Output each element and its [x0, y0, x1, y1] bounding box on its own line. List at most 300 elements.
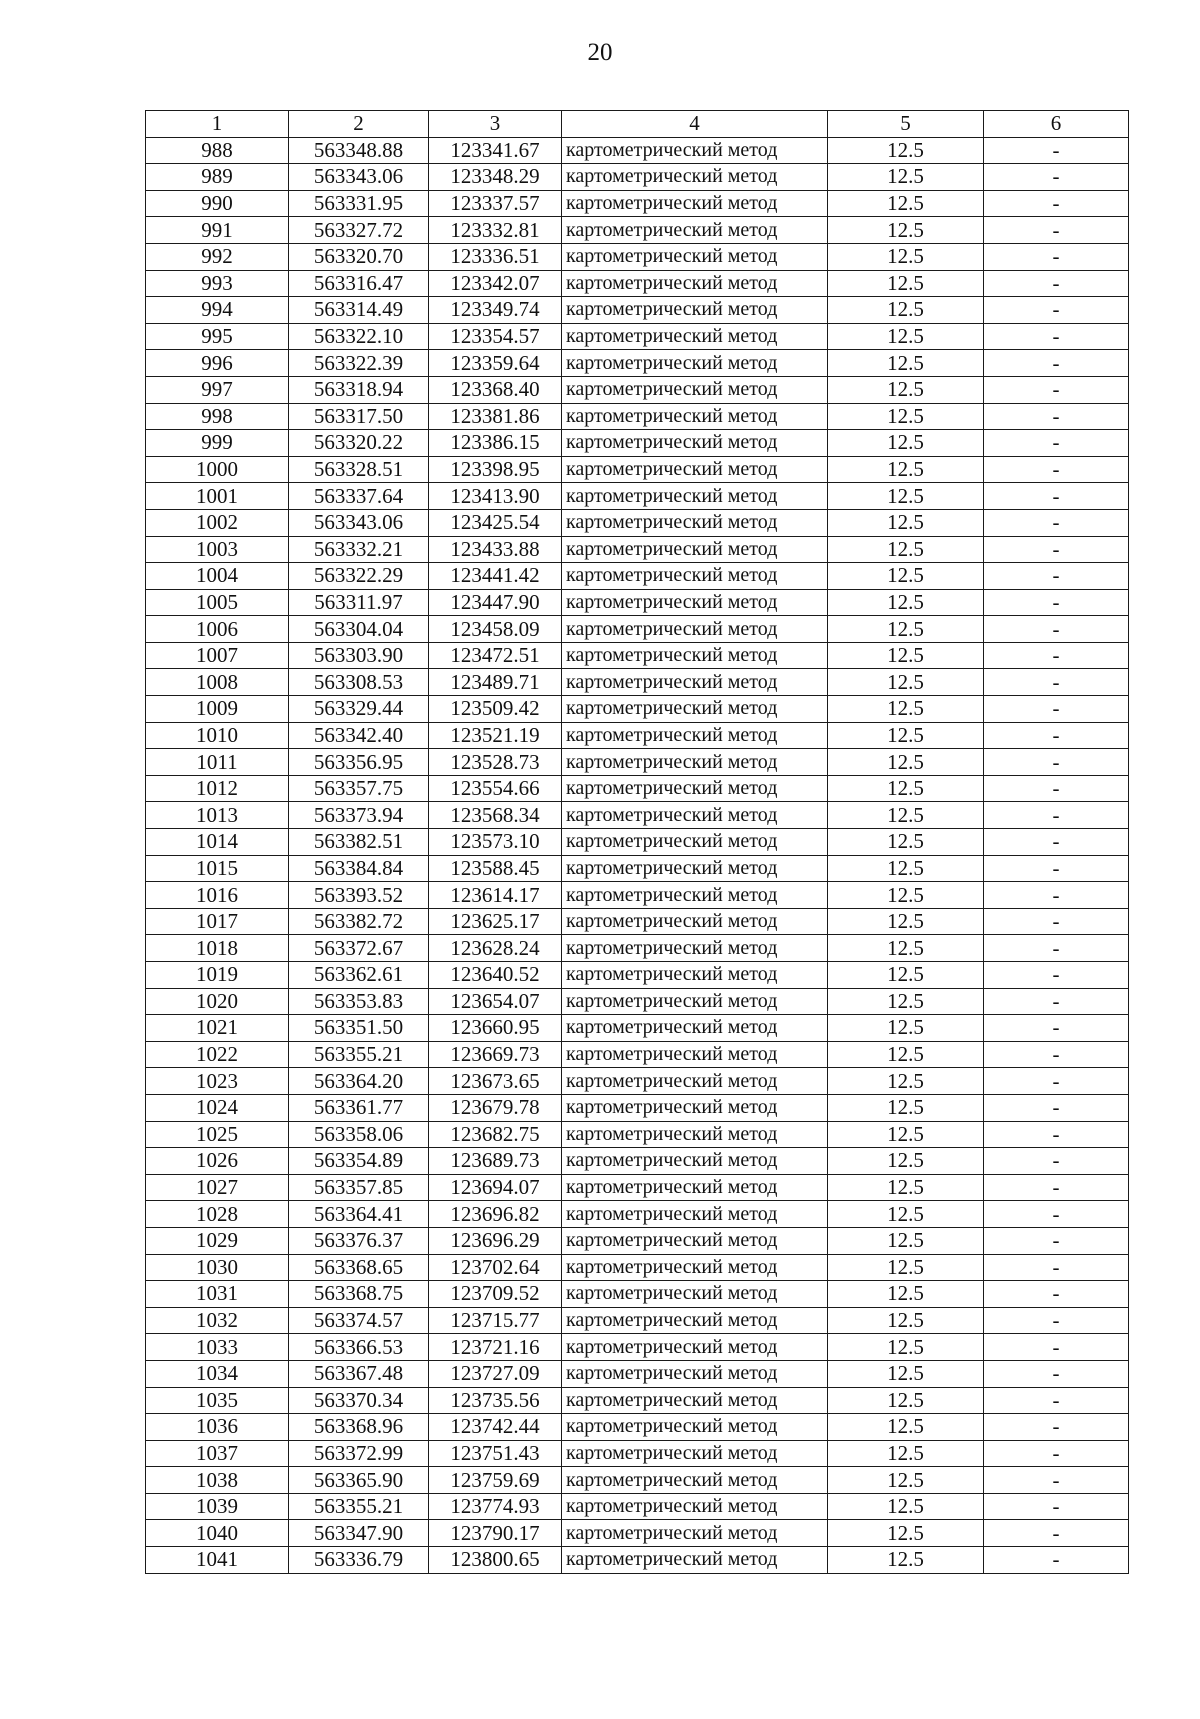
table-row	[146, 350, 1129, 377]
accuracy-cell: 12.5	[828, 1414, 984, 1441]
table-row	[146, 1360, 1129, 1387]
x-coordinate-cell: 563365.90	[289, 1467, 429, 1494]
table-row	[146, 190, 1129, 217]
x-coordinate-cell: 563358.06	[289, 1121, 429, 1148]
accuracy-cell: 12.5	[828, 855, 984, 882]
table-row	[146, 882, 1129, 909]
accuracy-cell: 12.5	[828, 243, 984, 270]
method-cell: картометрический метод	[562, 297, 828, 324]
accuracy-cell: 12.5	[828, 1254, 984, 1281]
x-coordinate-cell: 563337.64	[289, 483, 429, 510]
accuracy-cell: 12.5	[828, 297, 984, 324]
note-cell: -	[984, 403, 1129, 430]
accuracy-cell: 12.5	[828, 456, 984, 483]
table-row	[146, 1281, 1129, 1308]
table-row	[146, 1227, 1129, 1254]
method-cell: картометрический метод	[562, 1467, 828, 1494]
point-number-cell: 1020	[146, 988, 289, 1015]
x-coordinate-cell: 563368.96	[289, 1414, 429, 1441]
x-coordinate-cell: 563318.94	[289, 376, 429, 403]
y-coordinate-cell: 123341.67	[429, 137, 562, 164]
point-number-cell: 1028	[146, 1201, 289, 1228]
method-cell: картометрический метод	[562, 1547, 828, 1574]
note-cell: -	[984, 908, 1129, 935]
x-coordinate-cell: 563384.84	[289, 855, 429, 882]
y-coordinate-cell: 123359.64	[429, 350, 562, 377]
table-row	[146, 563, 1129, 590]
y-coordinate-cell: 123447.90	[429, 589, 562, 616]
point-number-cell: 1034	[146, 1360, 289, 1387]
note-cell: -	[984, 243, 1129, 270]
x-coordinate-cell: 563354.89	[289, 1148, 429, 1175]
y-coordinate-cell: 123751.43	[429, 1440, 562, 1467]
method-cell: картометрический метод	[562, 1201, 828, 1228]
x-coordinate-cell: 563361.77	[289, 1094, 429, 1121]
point-number-cell: 1037	[146, 1440, 289, 1467]
note-cell: -	[984, 1360, 1129, 1387]
x-coordinate-cell: 563357.85	[289, 1174, 429, 1201]
table-row	[146, 589, 1129, 616]
x-coordinate-cell: 563355.21	[289, 1493, 429, 1520]
point-number-cell: 1040	[146, 1520, 289, 1547]
y-coordinate-cell: 123727.09	[429, 1360, 562, 1387]
note-cell: -	[984, 456, 1129, 483]
accuracy-cell: 12.5	[828, 1307, 984, 1334]
accuracy-cell: 12.5	[828, 376, 984, 403]
table-row	[146, 483, 1129, 510]
x-coordinate-cell: 563320.70	[289, 243, 429, 270]
accuracy-cell: 12.5	[828, 1360, 984, 1387]
point-number-cell: 1016	[146, 882, 289, 909]
table-row	[146, 1041, 1129, 1068]
x-coordinate-cell: 563368.65	[289, 1254, 429, 1281]
x-coordinate-cell: 563348.88	[289, 137, 429, 164]
accuracy-cell: 12.5	[828, 1281, 984, 1308]
column-header-4: 4	[562, 111, 828, 138]
y-coordinate-cell: 123702.64	[429, 1254, 562, 1281]
y-coordinate-cell: 123628.24	[429, 935, 562, 962]
y-coordinate-cell: 123568.34	[429, 802, 562, 829]
point-number-cell: 1011	[146, 749, 289, 776]
y-coordinate-cell: 123709.52	[429, 1281, 562, 1308]
method-cell: картометрический метод	[562, 855, 828, 882]
table-row	[146, 829, 1129, 856]
note-cell: -	[984, 1041, 1129, 1068]
x-coordinate-cell: 563357.75	[289, 775, 429, 802]
accuracy-cell: 12.5	[828, 270, 984, 297]
note-cell: -	[984, 1547, 1129, 1574]
y-coordinate-cell: 123528.73	[429, 749, 562, 776]
point-number-cell: 1025	[146, 1121, 289, 1148]
y-coordinate-cell: 123625.17	[429, 908, 562, 935]
x-coordinate-cell: 563328.51	[289, 456, 429, 483]
accuracy-cell: 12.5	[828, 802, 984, 829]
y-coordinate-cell: 123337.57	[429, 190, 562, 217]
accuracy-cell: 12.5	[828, 350, 984, 377]
table-row	[146, 164, 1129, 191]
method-cell: картометрический метод	[562, 882, 828, 909]
method-cell: картометрический метод	[562, 1493, 828, 1520]
table-row	[146, 137, 1129, 164]
point-number-cell: 1018	[146, 935, 289, 962]
x-coordinate-cell: 563373.94	[289, 802, 429, 829]
method-cell: картометрический метод	[562, 483, 828, 510]
y-coordinate-cell: 123694.07	[429, 1174, 562, 1201]
x-coordinate-cell: 563316.47	[289, 270, 429, 297]
point-number-cell: 1038	[146, 1467, 289, 1494]
y-coordinate-cell: 123660.95	[429, 1015, 562, 1042]
y-coordinate-cell: 123682.75	[429, 1121, 562, 1148]
method-cell: картометрический метод	[562, 1360, 828, 1387]
x-coordinate-cell: 563374.57	[289, 1307, 429, 1334]
point-number-cell: 1006	[146, 616, 289, 643]
note-cell: -	[984, 137, 1129, 164]
method-cell: картометрический метод	[562, 1387, 828, 1414]
method-cell: картометрический метод	[562, 350, 828, 377]
method-cell: картометрический метод	[562, 1015, 828, 1042]
method-cell: картометрический метод	[562, 1440, 828, 1467]
point-number-cell: 990	[146, 190, 289, 217]
accuracy-cell: 12.5	[828, 1201, 984, 1228]
table-row	[146, 403, 1129, 430]
note-cell: -	[984, 1068, 1129, 1095]
note-cell: -	[984, 935, 1129, 962]
note-cell: -	[984, 536, 1129, 563]
point-number-cell: 1013	[146, 802, 289, 829]
table-row	[146, 1174, 1129, 1201]
table-row	[146, 1414, 1129, 1441]
method-cell: картометрический метод	[562, 1174, 828, 1201]
note-cell: -	[984, 483, 1129, 510]
point-number-cell: 994	[146, 297, 289, 324]
accuracy-cell: 12.5	[828, 430, 984, 457]
method-cell: картометрический метод	[562, 1041, 828, 1068]
method-cell: картометрический метод	[562, 190, 828, 217]
y-coordinate-cell: 123472.51	[429, 642, 562, 669]
table-body	[146, 137, 1129, 1573]
x-coordinate-cell: 563364.20	[289, 1068, 429, 1095]
y-coordinate-cell: 123386.15	[429, 430, 562, 457]
x-coordinate-cell: 563303.90	[289, 642, 429, 669]
x-coordinate-cell: 563322.39	[289, 350, 429, 377]
x-coordinate-cell: 563327.72	[289, 217, 429, 244]
y-coordinate-cell: 123554.66	[429, 775, 562, 802]
accuracy-cell: 12.5	[828, 563, 984, 590]
x-coordinate-cell: 563314.49	[289, 297, 429, 324]
table-row	[146, 217, 1129, 244]
y-coordinate-cell: 123349.74	[429, 297, 562, 324]
x-coordinate-cell: 563382.51	[289, 829, 429, 856]
column-header-6: 6	[984, 111, 1129, 138]
note-cell: -	[984, 589, 1129, 616]
method-cell: картометрический метод	[562, 962, 828, 989]
x-coordinate-cell: 563356.95	[289, 749, 429, 776]
x-coordinate-cell: 563362.61	[289, 962, 429, 989]
accuracy-cell: 12.5	[828, 962, 984, 989]
method-cell: картометрический метод	[562, 536, 828, 563]
table-row	[146, 962, 1129, 989]
accuracy-cell: 12.5	[828, 669, 984, 696]
accuracy-cell: 12.5	[828, 483, 984, 510]
table-row	[146, 1068, 1129, 1095]
note-cell: -	[984, 669, 1129, 696]
method-cell: картометрический метод	[562, 988, 828, 1015]
table-row	[146, 1307, 1129, 1334]
accuracy-cell: 12.5	[828, 988, 984, 1015]
y-coordinate-cell: 123800.65	[429, 1547, 562, 1574]
y-coordinate-cell: 123696.82	[429, 1201, 562, 1228]
note-cell: -	[984, 1334, 1129, 1361]
method-cell: картометрический метод	[562, 403, 828, 430]
y-coordinate-cell: 123774.93	[429, 1493, 562, 1520]
accuracy-cell: 12.5	[828, 1068, 984, 1095]
note-cell: -	[984, 1281, 1129, 1308]
accuracy-cell: 12.5	[828, 1227, 984, 1254]
note-cell: -	[984, 164, 1129, 191]
method-cell: картометрический метод	[562, 775, 828, 802]
point-number-cell: 1004	[146, 563, 289, 590]
y-coordinate-cell: 123735.56	[429, 1387, 562, 1414]
table-row	[146, 1121, 1129, 1148]
method-cell: картометрический метод	[562, 1068, 828, 1095]
point-number-cell: 1036	[146, 1414, 289, 1441]
note-cell: -	[984, 882, 1129, 909]
note-cell: -	[984, 190, 1129, 217]
y-coordinate-cell: 123521.19	[429, 722, 562, 749]
y-coordinate-cell: 123489.71	[429, 669, 562, 696]
x-coordinate-cell: 563355.21	[289, 1041, 429, 1068]
x-coordinate-cell: 563368.75	[289, 1281, 429, 1308]
note-cell: -	[984, 1094, 1129, 1121]
note-cell: -	[984, 1254, 1129, 1281]
note-cell: -	[984, 1015, 1129, 1042]
accuracy-cell: 12.5	[828, 722, 984, 749]
note-cell: -	[984, 1174, 1129, 1201]
x-coordinate-cell: 563366.53	[289, 1334, 429, 1361]
point-number-cell: 1009	[146, 696, 289, 723]
x-coordinate-cell: 563332.21	[289, 536, 429, 563]
x-coordinate-cell: 563322.29	[289, 563, 429, 590]
point-number-cell: 999	[146, 430, 289, 457]
accuracy-cell: 12.5	[828, 1041, 984, 1068]
y-coordinate-cell: 123354.57	[429, 323, 562, 350]
accuracy-cell: 12.5	[828, 1121, 984, 1148]
method-cell: картометрический метод	[562, 1281, 828, 1308]
note-cell: -	[984, 722, 1129, 749]
accuracy-cell: 12.5	[828, 1094, 984, 1121]
method-cell: картометрический метод	[562, 669, 828, 696]
note-cell: -	[984, 1493, 1129, 1520]
note-cell: -	[984, 297, 1129, 324]
y-coordinate-cell: 123689.73	[429, 1148, 562, 1175]
note-cell: -	[984, 1414, 1129, 1441]
x-coordinate-cell: 563342.40	[289, 722, 429, 749]
accuracy-cell: 12.5	[828, 908, 984, 935]
y-coordinate-cell: 123441.42	[429, 563, 562, 590]
y-coordinate-cell: 123588.45	[429, 855, 562, 882]
table-row	[146, 430, 1129, 457]
point-number-cell: 1030	[146, 1254, 289, 1281]
point-number-cell: 996	[146, 350, 289, 377]
table-row	[146, 722, 1129, 749]
accuracy-cell: 12.5	[828, 696, 984, 723]
x-coordinate-cell: 563317.50	[289, 403, 429, 430]
method-cell: картометрический метод	[562, 456, 828, 483]
table-row	[146, 616, 1129, 643]
accuracy-cell: 12.5	[828, 1493, 984, 1520]
method-cell: картометрический метод	[562, 217, 828, 244]
point-number-cell: 992	[146, 243, 289, 270]
point-number-cell: 988	[146, 137, 289, 164]
y-coordinate-cell: 123413.90	[429, 483, 562, 510]
accuracy-cell: 12.5	[828, 509, 984, 536]
accuracy-cell: 12.5	[828, 164, 984, 191]
note-cell: -	[984, 616, 1129, 643]
y-coordinate-cell: 123721.16	[429, 1334, 562, 1361]
table-row	[146, 749, 1129, 776]
accuracy-cell: 12.5	[828, 1520, 984, 1547]
table-row	[146, 1201, 1129, 1228]
table-row	[146, 536, 1129, 563]
note-cell: -	[984, 430, 1129, 457]
x-coordinate-cell: 563331.95	[289, 190, 429, 217]
note-cell: -	[984, 1121, 1129, 1148]
accuracy-cell: 12.5	[828, 749, 984, 776]
table-row	[146, 642, 1129, 669]
accuracy-cell: 12.5	[828, 1387, 984, 1414]
note-cell: -	[984, 376, 1129, 403]
x-coordinate-cell: 563347.90	[289, 1520, 429, 1547]
point-number-cell: 1027	[146, 1174, 289, 1201]
method-cell: картометрический метод	[562, 323, 828, 350]
point-number-cell: 997	[146, 376, 289, 403]
y-coordinate-cell: 123573.10	[429, 829, 562, 856]
y-coordinate-cell: 123336.51	[429, 243, 562, 270]
y-coordinate-cell: 123381.86	[429, 403, 562, 430]
method-cell: картометрический метод	[562, 1334, 828, 1361]
x-coordinate-cell: 563329.44	[289, 696, 429, 723]
point-number-cell: 998	[146, 403, 289, 430]
note-cell: -	[984, 696, 1129, 723]
x-coordinate-cell: 563320.22	[289, 430, 429, 457]
point-number-cell: 993	[146, 270, 289, 297]
x-coordinate-cell: 563311.97	[289, 589, 429, 616]
accuracy-cell: 12.5	[828, 1015, 984, 1042]
method-cell: картометрический метод	[562, 589, 828, 616]
note-cell: -	[984, 775, 1129, 802]
x-coordinate-cell: 563343.06	[289, 164, 429, 191]
accuracy-cell: 12.5	[828, 137, 984, 164]
y-coordinate-cell: 123425.54	[429, 509, 562, 536]
column-header-5: 5	[828, 111, 984, 138]
accuracy-cell: 12.5	[828, 829, 984, 856]
table-header	[146, 111, 1129, 138]
y-coordinate-cell: 123614.17	[429, 882, 562, 909]
point-number-cell: 1026	[146, 1148, 289, 1175]
point-number-cell: 995	[146, 323, 289, 350]
point-number-cell: 991	[146, 217, 289, 244]
x-coordinate-cell: 563343.06	[289, 509, 429, 536]
x-coordinate-cell: 563353.83	[289, 988, 429, 1015]
point-number-cell: 1007	[146, 642, 289, 669]
point-number-cell: 1024	[146, 1094, 289, 1121]
note-cell: -	[984, 509, 1129, 536]
point-number-cell: 1017	[146, 908, 289, 935]
accuracy-cell: 12.5	[828, 1334, 984, 1361]
accuracy-cell: 12.5	[828, 1467, 984, 1494]
note-cell: -	[984, 802, 1129, 829]
point-number-cell: 1029	[146, 1227, 289, 1254]
point-number-cell: 1032	[146, 1307, 289, 1334]
method-cell: картометрический метод	[562, 1227, 828, 1254]
column-header-2: 2	[289, 111, 429, 138]
method-cell: картометрический метод	[562, 722, 828, 749]
y-coordinate-cell: 123332.81	[429, 217, 562, 244]
point-number-cell: 1005	[146, 589, 289, 616]
table-row	[146, 775, 1129, 802]
method-cell: картометрический метод	[562, 1520, 828, 1547]
accuracy-cell: 12.5	[828, 403, 984, 430]
table-row	[146, 1467, 1129, 1494]
point-number-cell: 1035	[146, 1387, 289, 1414]
y-coordinate-cell: 123696.29	[429, 1227, 562, 1254]
x-coordinate-cell: 563370.34	[289, 1387, 429, 1414]
table-row	[146, 988, 1129, 1015]
method-cell: картометрический метод	[562, 749, 828, 776]
method-cell: картометрический метод	[562, 430, 828, 457]
method-cell: картометрический метод	[562, 802, 828, 829]
point-number-cell: 1014	[146, 829, 289, 856]
coordinates-table	[145, 110, 1129, 1574]
table-row	[146, 696, 1129, 723]
accuracy-cell: 12.5	[828, 589, 984, 616]
table-row	[146, 270, 1129, 297]
note-cell: -	[984, 350, 1129, 377]
method-cell: картометрический метод	[562, 935, 828, 962]
note-cell: -	[984, 1467, 1129, 1494]
accuracy-cell: 12.5	[828, 536, 984, 563]
note-cell: -	[984, 962, 1129, 989]
x-coordinate-cell: 563304.04	[289, 616, 429, 643]
method-cell: картометрический метод	[562, 1254, 828, 1281]
table-row	[146, 509, 1129, 536]
note-cell: -	[984, 829, 1129, 856]
y-coordinate-cell: 123433.88	[429, 536, 562, 563]
accuracy-cell: 12.5	[828, 935, 984, 962]
note-cell: -	[984, 855, 1129, 882]
table-row	[146, 1547, 1129, 1574]
method-cell: картометрический метод	[562, 137, 828, 164]
x-coordinate-cell: 563382.72	[289, 908, 429, 935]
note-cell: -	[984, 1440, 1129, 1467]
table-row	[146, 323, 1129, 350]
method-cell: картометрический метод	[562, 164, 828, 191]
method-cell: картометрический метод	[562, 908, 828, 935]
table-row	[146, 802, 1129, 829]
y-coordinate-cell: 123509.42	[429, 696, 562, 723]
method-cell: картометрический метод	[562, 509, 828, 536]
note-cell: -	[984, 1307, 1129, 1334]
point-number-cell: 1019	[146, 962, 289, 989]
point-number-cell: 1023	[146, 1068, 289, 1095]
x-coordinate-cell: 563393.52	[289, 882, 429, 909]
table-row	[146, 297, 1129, 324]
y-coordinate-cell: 123640.52	[429, 962, 562, 989]
method-cell: картометрический метод	[562, 270, 828, 297]
note-cell: -	[984, 563, 1129, 590]
table-row	[146, 1015, 1129, 1042]
column-header-1: 1	[146, 111, 289, 138]
